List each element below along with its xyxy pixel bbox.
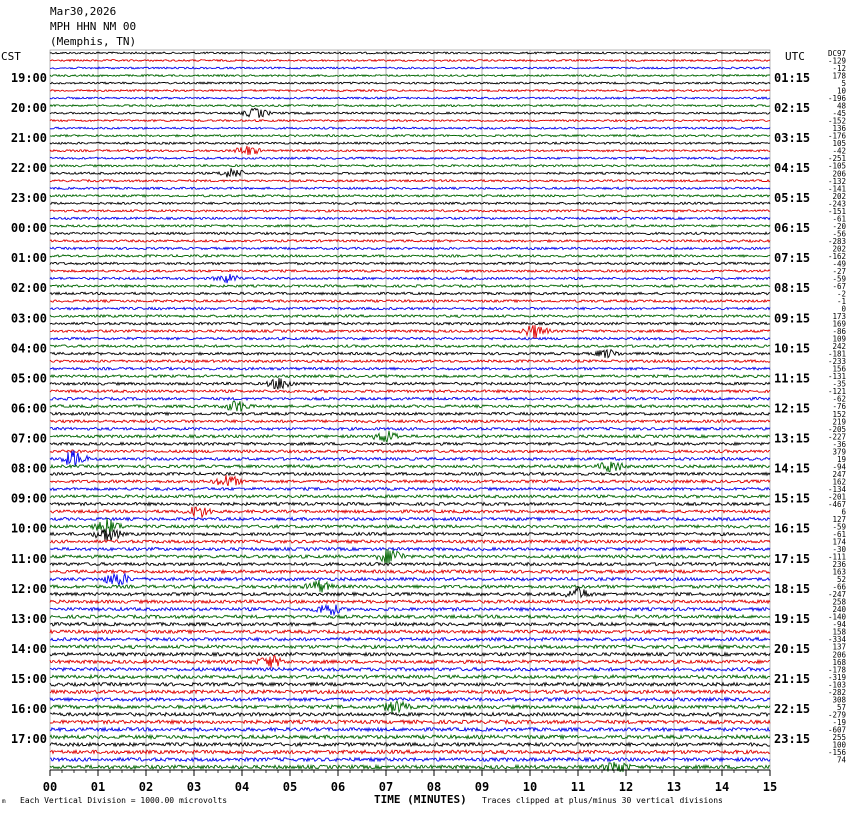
left-hour-label: 14:00 (10, 642, 47, 657)
trace-offset-label: -59 (832, 274, 846, 284)
trace-line (50, 442, 770, 445)
trace-line (50, 450, 770, 465)
trace-line (50, 518, 770, 521)
right-hour-label: 09:15 (774, 311, 811, 326)
trace-offset-label: 109 (832, 334, 846, 344)
trace-line (50, 337, 770, 340)
left-hour-label: 03:00 (10, 311, 47, 326)
trace-line (50, 750, 770, 754)
trace-offset-label: 242 (832, 342, 846, 352)
trace-line (50, 605, 770, 615)
trace-offset-label: 240 (832, 605, 846, 615)
trace-line (50, 322, 770, 325)
left-hour-label: 05:00 (10, 371, 47, 386)
right-hour-label: 21:15 (774, 672, 811, 687)
right-hour-label: 23:15 (774, 732, 811, 747)
trace-line (50, 548, 770, 551)
trace-offset-label: 105 (832, 139, 846, 149)
trace-line (50, 563, 770, 566)
trace-offset-label: -94 (832, 462, 846, 472)
trace-line (50, 105, 770, 107)
right-hour-label: 06:15 (774, 221, 811, 236)
right-timezone-label: UTC (785, 50, 805, 63)
trace-line (50, 529, 770, 542)
trace-line (50, 285, 770, 287)
trace-line (50, 262, 770, 264)
trace-offset-label: -121 (827, 387, 846, 397)
trace-offset-labels (828, 49, 847, 764)
trace-offset-label: 258 (832, 597, 846, 607)
trace-offset-label: 236 (832, 560, 846, 570)
trace-offset-label: 169 (832, 319, 846, 329)
trace-offset-label: -607 (827, 725, 846, 735)
trace-line (50, 401, 770, 412)
trace-offset-label: -282 (827, 687, 846, 697)
trace-offset-label: -56 (832, 229, 846, 239)
trace-offset-label: -49 (832, 259, 846, 269)
trace-offset-label: -30 (832, 545, 846, 555)
trace-line (50, 97, 770, 99)
trace-line (50, 427, 770, 430)
trace-offset-label: 163 (832, 567, 846, 577)
left-hour-label: 01:00 (10, 251, 47, 266)
trace-offset-label: 178 (832, 71, 846, 81)
x-tick-label: 09 (474, 780, 490, 794)
corner-mark: m (2, 798, 6, 805)
trace-line (50, 701, 770, 713)
trace-offset-label: -176 (827, 131, 846, 141)
trace-line (50, 210, 770, 212)
trace-offset-label: DC97 (827, 49, 846, 58)
trace-offset-label: -151 (827, 206, 846, 216)
trace-line (50, 574, 770, 585)
header-location: (Memphis, TN) (50, 35, 137, 48)
trace-line (50, 127, 770, 129)
left-hour-label: 12:00 (10, 581, 47, 596)
trace-offset-label: -103 (827, 680, 846, 690)
x-tick-label: 15 (762, 780, 778, 794)
left-hour-label: 21:00 (10, 130, 47, 145)
trace-line (50, 307, 770, 310)
left-hour-label: 15:00 (10, 672, 47, 687)
header-station: MPH HHN NM 00 (50, 20, 137, 33)
right-hour-label: 13:15 (774, 431, 811, 446)
trace-offset-label: -141 (827, 184, 846, 194)
trace-line (50, 90, 770, 92)
trace-offset-label: -59 (832, 522, 846, 532)
clipping-note: Traces clipped at plus/minus 30 vertical divisions (482, 796, 723, 805)
trace-line (50, 420, 770, 423)
x-tick-label: 00 (42, 780, 58, 794)
header-date: Mar30,2026 (50, 5, 117, 18)
trace-line (50, 488, 770, 491)
trace-line (50, 540, 770, 543)
trace-line (50, 638, 770, 641)
trace-line (50, 412, 770, 415)
right-hour-label: 03:15 (774, 130, 811, 145)
x-tick-label: 10 (522, 780, 538, 794)
trace-offset-label: 174 (832, 537, 846, 547)
trace-line (50, 157, 770, 159)
trace-line (50, 367, 770, 370)
trace-line (50, 345, 770, 348)
trace-line (50, 378, 770, 389)
trace-line (50, 195, 770, 197)
trace-offset-label: 202 (832, 244, 846, 254)
right-hour-label: 05:15 (774, 191, 811, 206)
right-hour-label: 10:15 (774, 341, 811, 356)
trace-offset-label: -36 (832, 439, 846, 449)
trace-offset-label: -279 (827, 710, 846, 720)
trace-line (50, 713, 770, 716)
trace-line (50, 360, 770, 363)
trace-line (50, 187, 770, 189)
trace-offset-label: -243 (827, 199, 846, 209)
trace-offset-label: 48 (836, 101, 846, 111)
vertical-division-note: Each Vertical Division = 1000.00 microvolts (20, 796, 228, 805)
trace-offset-label: -334 (827, 635, 846, 645)
trace-offset-label: -2 (836, 289, 846, 299)
left-hour-label: 13:00 (10, 611, 47, 626)
trace-line (50, 743, 770, 747)
trace-line (50, 168, 770, 177)
left-hour-label: 07:00 (10, 431, 47, 446)
trace-offset-label: -61 (832, 214, 846, 224)
trace-offset-label: -19 (832, 717, 846, 727)
trace-line (50, 75, 770, 77)
right-hour-label: 07:15 (774, 251, 811, 266)
x-tick-label: 02 (138, 780, 154, 794)
left-hour-label: 10:00 (10, 521, 47, 536)
trace-offset-label: -233 (827, 357, 846, 367)
trace-offset-label: -283 (827, 236, 846, 246)
x-tick-label: 13 (666, 780, 682, 794)
trace-line (50, 255, 770, 257)
trace-line (50, 135, 770, 137)
trace-line (50, 325, 770, 339)
trace-line (50, 217, 770, 219)
x-tick-label: 03 (186, 780, 202, 794)
trace-line (50, 52, 770, 54)
trace-offset-label: 308 (832, 695, 846, 705)
trace-line (50, 165, 770, 167)
trace-line (50, 225, 770, 227)
trace-offset-label: 57 (836, 702, 846, 712)
trace-line (50, 82, 770, 84)
trace-line (50, 758, 770, 762)
trace-line (50, 630, 770, 633)
trace-line (50, 462, 770, 472)
right-hour-label: 15:15 (774, 491, 811, 506)
trace-offset-label: 0 (841, 304, 846, 314)
trace-line (50, 698, 770, 701)
left-hour-label: 09:00 (10, 491, 47, 506)
trace-line (50, 623, 770, 626)
trace-offset-label: -86 (832, 327, 846, 337)
trace-offset-label: 173 (832, 312, 846, 322)
right-hour-label: 17:15 (774, 551, 811, 566)
x-tick-label: 04 (234, 780, 250, 794)
trace-line (50, 615, 770, 618)
left-hour-label: 19:00 (10, 70, 47, 85)
trace-offset-label: -467 (827, 499, 846, 509)
trace-line (50, 690, 770, 693)
trace-offset-label: 206 (832, 169, 846, 179)
trace-offset-label: -1 (836, 297, 846, 307)
x-tick-label: 11 (570, 780, 586, 794)
right-hour-label: 16:15 (774, 521, 811, 536)
trace-offset-label: -131 (827, 372, 846, 382)
trace-offset-label: -156 (827, 747, 846, 757)
trace-line (50, 142, 770, 144)
x-tick-label: 06 (330, 780, 346, 794)
x-tick-label: 07 (378, 780, 394, 794)
right-hour-label: 14:15 (774, 461, 811, 476)
trace-offset-label: 136 (832, 124, 846, 134)
trace-offset-label: -61 (832, 530, 846, 540)
left-hour-label: 22:00 (10, 160, 47, 175)
trace-line (50, 473, 770, 476)
trace-offset-label: 137 (832, 642, 846, 652)
trace-line (50, 720, 770, 723)
trace-offset-label: 152 (832, 409, 846, 419)
right-hour-label: 12:15 (774, 401, 811, 416)
trace-offset-label: -181 (827, 349, 846, 359)
left-hour-label: 06:00 (10, 401, 47, 416)
trace-line (50, 570, 770, 573)
right-hour-label: 08:15 (774, 281, 811, 296)
trace-line (50, 270, 770, 272)
trace-offset-label: 202 (832, 191, 846, 201)
left-hour-label: 16:00 (10, 702, 47, 717)
trace-offset-label: -35 (832, 379, 846, 389)
trace-line (50, 240, 770, 242)
left-hour-label: 00:00 (10, 221, 47, 236)
trace-offset-label: -94 (832, 620, 846, 630)
trace-offset-label: -178 (827, 665, 846, 675)
trace-offset-label: -201 (827, 492, 846, 502)
trace-offset-label: -319 (827, 672, 846, 682)
x-axis-title: TIME (MINUTES) (374, 793, 467, 806)
trace-offset-label: 247 (832, 469, 846, 479)
left-hour-label: 17:00 (10, 732, 47, 747)
trace-offset-label: 156 (832, 364, 846, 374)
trace-offset-label: 168 (832, 657, 846, 667)
right-hour-label: 02:15 (774, 100, 811, 115)
trace-line (50, 600, 770, 603)
trace-line (50, 180, 770, 182)
left-hour-label: 20:00 (10, 100, 47, 115)
trace-offset-label: -62 (832, 394, 846, 404)
trace-line (50, 431, 770, 442)
trace-line (50, 375, 770, 378)
right-hour-label: 20:15 (774, 642, 811, 657)
trace-offset-label: -67 (832, 281, 846, 291)
trace-line (50, 350, 770, 358)
trace-line (50, 735, 770, 739)
right-hour-label: 19:15 (774, 611, 811, 626)
trace-line (50, 108, 770, 117)
trace-line (50, 202, 770, 204)
trace-line (50, 397, 770, 400)
seismic-traces (50, 52, 770, 772)
trace-line (50, 655, 770, 667)
trace-line (50, 232, 770, 234)
trace-offset-label: -132 (827, 176, 846, 186)
x-tick-label: 05 (282, 780, 298, 794)
trace-offset-label: -76 (832, 402, 846, 412)
trace-line (50, 475, 770, 486)
trace-line (50, 247, 770, 249)
left-hour-label: 04:00 (10, 341, 47, 356)
trace-line (50, 728, 770, 732)
trace-line (50, 653, 770, 656)
trace-line (50, 274, 770, 283)
trace-offset-label: 158 (832, 627, 846, 637)
trace-offset-label: -111 (827, 552, 846, 562)
left-hour-label: 02:00 (10, 281, 47, 296)
trace-offset-label: 379 (832, 447, 846, 457)
trace-offset-label: 19 (836, 454, 846, 464)
right-hour-label: 18:15 (774, 581, 811, 596)
right-hour-label: 22:15 (774, 702, 811, 717)
trace-line (50, 580, 770, 592)
trace-offset-label: -27 (832, 266, 846, 276)
x-tick-label: 14 (714, 780, 730, 794)
right-hour-labels (774, 71, 810, 746)
trace-line (50, 645, 770, 648)
right-hour-label: 04:15 (774, 160, 811, 175)
right-hour-label: 01:15 (774, 70, 811, 85)
trace-offset-label: -66 (832, 582, 846, 592)
trace-line (50, 450, 770, 453)
x-tick-label: 08 (426, 780, 442, 794)
x-tick-label: 01 (90, 780, 106, 794)
trace-offset-label: -20 (832, 221, 846, 231)
trace-offset-label: -162 (827, 251, 846, 261)
trace-line (50, 60, 770, 62)
right-hour-label: 11:15 (774, 371, 811, 386)
trace-offset-label: -134 (827, 484, 846, 494)
trace-offset-label: -45 (832, 109, 846, 119)
trace-offset-label: -196 (827, 94, 846, 104)
left-hour-labels (11, 71, 47, 746)
trace-line (50, 300, 770, 302)
trace-offset-label: -105 (827, 161, 846, 171)
trace-offset-label: -42 (832, 146, 846, 156)
trace-offset-label: 5 (841, 79, 846, 89)
trace-offset-label: 206 (832, 650, 846, 660)
trace-line (50, 507, 770, 517)
trace-offset-label: 10 (836, 86, 846, 96)
trace-line (50, 390, 770, 393)
trace-offset-label: -129 (827, 56, 846, 66)
left-hour-label: 11:00 (10, 551, 47, 566)
x-axis (43, 770, 777, 794)
trace-offset-label: -152 (827, 116, 846, 126)
trace-offset-label: 100 (832, 740, 846, 750)
trace-offset-label: -140 (827, 612, 846, 622)
trace-offset-label: 162 (832, 477, 846, 487)
trace-line (50, 67, 770, 69)
trace-line (50, 668, 770, 671)
trace-offset-label: 127 (832, 514, 846, 524)
trace-line (50, 503, 770, 506)
trace-line (50, 495, 770, 498)
left-timezone-label: CST (1, 50, 21, 63)
trace-line (50, 292, 770, 294)
x-tick-label: 12 (618, 780, 634, 794)
trace-offset-label: 255 (832, 732, 846, 742)
trace-offset-label: -247 (827, 590, 846, 600)
trace-offset-label: -251 (827, 154, 846, 164)
trace-line (50, 683, 770, 686)
trace-line (50, 587, 770, 597)
left-hour-label: 08:00 (10, 461, 47, 476)
trace-offset-label: 74 (836, 755, 846, 765)
trace-offset-label: -12 (832, 64, 846, 74)
trace-line (50, 675, 770, 678)
trace-line (50, 120, 770, 122)
trace-offset-label: -205 (827, 424, 846, 434)
trace-offset-label: -227 (827, 432, 846, 442)
trace-offset-label: 6 (841, 507, 846, 517)
trace-offset-label: 219 (832, 417, 846, 427)
trace-line (50, 315, 770, 318)
trace-offset-label: 52 (836, 575, 846, 585)
left-hour-label: 23:00 (10, 191, 47, 206)
trace-line (50, 146, 770, 155)
